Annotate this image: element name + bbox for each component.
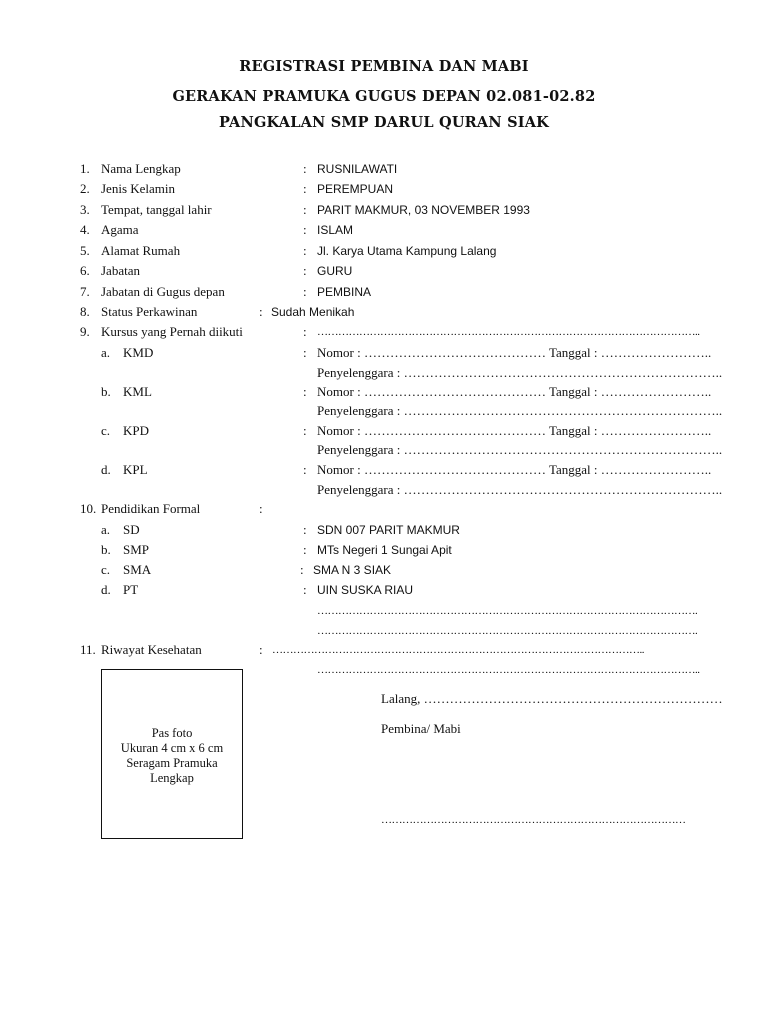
course-colon: : [303,462,307,477]
education-letter: c. [101,562,111,577]
blank-line: ………………………………………………………………………………………………. [317,625,698,637]
form-subtitle-pangkalan: PANGKALAN SMP DARUL QURAN SIAK [219,114,549,131]
field-colon: : [259,642,263,657]
field-label: Jabatan [101,263,140,278]
education-letter: a. [101,522,111,537]
field-colon: : [259,501,263,516]
photo-line: Seragam Pramuka [126,756,218,770]
field-colon: : [303,324,307,339]
course-letter: b. [101,384,111,399]
course-nomor-tanggal: Nomor : …………………………………… Tanggal : …………………….. [317,345,712,360]
course-colon: : [303,423,307,438]
course-kpl [0,461,768,479]
course-penyelenggara: Penyelenggara : ……………………………………………………………….. [317,365,723,380]
field-label: Jenis Kelamin [101,181,176,196]
field-label: Agama [101,222,139,237]
signature-place-date [0,690,768,708]
course-nomor-tanggal: Nomor : …………………………………… Tanggal : …………………….. [317,462,712,477]
field-value: ISLAM [317,223,354,237]
course-kmd-penyelenggara [0,364,768,382]
field-value: PEREMPUAN [317,182,394,196]
field-label: Tempat, tanggal lahir [101,202,212,217]
form-title: REGISTRASI PEMBINA DAN MABI [239,58,529,75]
course-nomor-tanggal: Nomor : …………………………………… Tanggal : …………………….. [317,384,712,399]
education-smp [0,541,768,559]
course-kpd [0,422,768,440]
signature-place: Lalang, …………………………………………………………… [381,691,723,706]
field-number: 9. [80,324,90,339]
course-letter: d. [101,462,111,477]
education-level: PT [123,582,139,597]
field-value: Jl. Karya Utama Kampung Lalang [317,244,497,258]
education-level: SMP [123,542,150,557]
education-school: UIN SUSKA RIAU [317,583,414,597]
education-letter: b. [101,542,111,557]
education-pt [0,581,768,599]
course-kml [0,383,768,401]
field-jabatan-gugus-depan [0,283,768,301]
course-kmd [0,344,768,362]
field-value: PEMBINA [317,285,372,299]
field-riwayat-kesehatan [0,641,768,659]
education-sd [0,521,768,539]
field-number: 6. [80,263,90,278]
field-colon: : [303,161,307,176]
course-penyelenggara: Penyelenggara : ……………………………………………………………….. [317,482,723,497]
field-colon: : [303,284,307,299]
course-letter: a. [101,345,111,360]
signature-role-label: Pembina/ Mabi [381,721,461,736]
field-label: Jabatan di Gugus depan [101,284,225,299]
education-colon: : [303,522,307,537]
field-alamat-rumah [0,242,768,260]
photo-line: Pas foto [151,726,193,740]
field-number: 10. [80,501,97,516]
signature-line [0,811,768,829]
field-number: 2. [80,181,90,196]
course-name: KML [123,384,152,399]
education-extra-line [0,602,768,620]
course-colon: : [303,384,307,399]
field-number: 8. [80,304,90,319]
field-value: ……………………………………………………………………………………………….. [317,326,700,338]
field-value: RUSNILAWATI [317,162,398,176]
field-number: 4. [80,222,90,237]
field-value: GURU [317,264,353,278]
education-level: SMA [123,562,152,577]
education-colon: : [300,562,304,577]
education-sma [0,561,768,579]
field-nama-lengkap [0,160,768,178]
course-name: KMD [123,345,154,360]
signature-role [0,720,768,738]
course-kpd-penyelenggara [0,441,768,459]
course-penyelenggara: Penyelenggara : ……………………………………………………………….. [317,442,723,457]
field-label: Alamat Rumah [101,243,181,258]
field-tempat-tanggal-lahir [0,201,768,219]
field-colon: : [303,263,307,278]
form-subtitle-gugus: GERAKAN PRAMUKA GUGUS DEPAN 02.081-02.82 [172,88,596,105]
education-letter: d. [101,582,111,597]
field-agama [0,221,768,239]
field-number: 1. [80,161,90,176]
field-pendidikan-formal [0,500,768,518]
field-colon: : [303,222,307,237]
field-value: PARIT MAKMUR, 03 NOVEMBER 1993 [317,203,530,217]
education-level: SD [123,522,140,537]
education-colon: : [303,582,307,597]
field-kursus [0,323,768,341]
course-kml-penyelenggara [0,402,768,420]
photo-line: Lengkap [150,771,194,785]
education-colon: : [303,542,307,557]
blank-line: ………………………………………………………………………………………………. [317,605,698,617]
field-label: Pendidikan Formal [101,501,201,516]
field-colon: : [303,202,307,217]
field-status-perkawinan [0,303,768,321]
course-penyelenggara: Penyelenggara : ……………………………………………………………….. [317,403,723,418]
education-school: MTs Negeri 1 Sungai Apit [317,543,452,557]
field-number: 3. [80,202,90,217]
field-value: Sudah Menikah [271,305,355,319]
field-label: Riwayat Kesehatan [101,642,202,657]
field-colon: : [303,181,307,196]
field-number: 11. [80,642,96,657]
course-kpl-penyelenggara [0,481,768,499]
field-jabatan [0,262,768,280]
education-school: SDN 007 PARIT MAKMUR [317,523,460,537]
photo-line: Ukuran 4 cm x 6 cm [120,741,224,755]
field-value: …………………………………………………………………………………………….. [272,644,644,656]
field-jenis-kelamin [0,180,768,198]
signature-blank: …………………………………………………………………………… [381,814,686,826]
field-colon: : [259,304,263,319]
course-name: KPD [123,423,150,438]
course-nomor-tanggal: Nomor : …………………………………… Tanggal : …………………….. [317,423,712,438]
course-colon: : [303,345,307,360]
course-name: KPL [123,462,148,477]
education-extra-line [0,622,768,640]
field-number: 5. [80,243,90,258]
field-label: Nama Lengkap [101,161,181,176]
education-school: SMA N 3 SIAK [313,563,392,577]
course-letter: c. [101,423,111,438]
field-number: 7. [80,284,90,299]
field-colon: : [303,243,307,258]
field-label: Status Perkawinan [101,304,198,319]
blank-line: ……………………………………………………………………………………………….. [317,664,700,676]
field-label: Kursus yang Pernah diikuti [101,324,243,339]
